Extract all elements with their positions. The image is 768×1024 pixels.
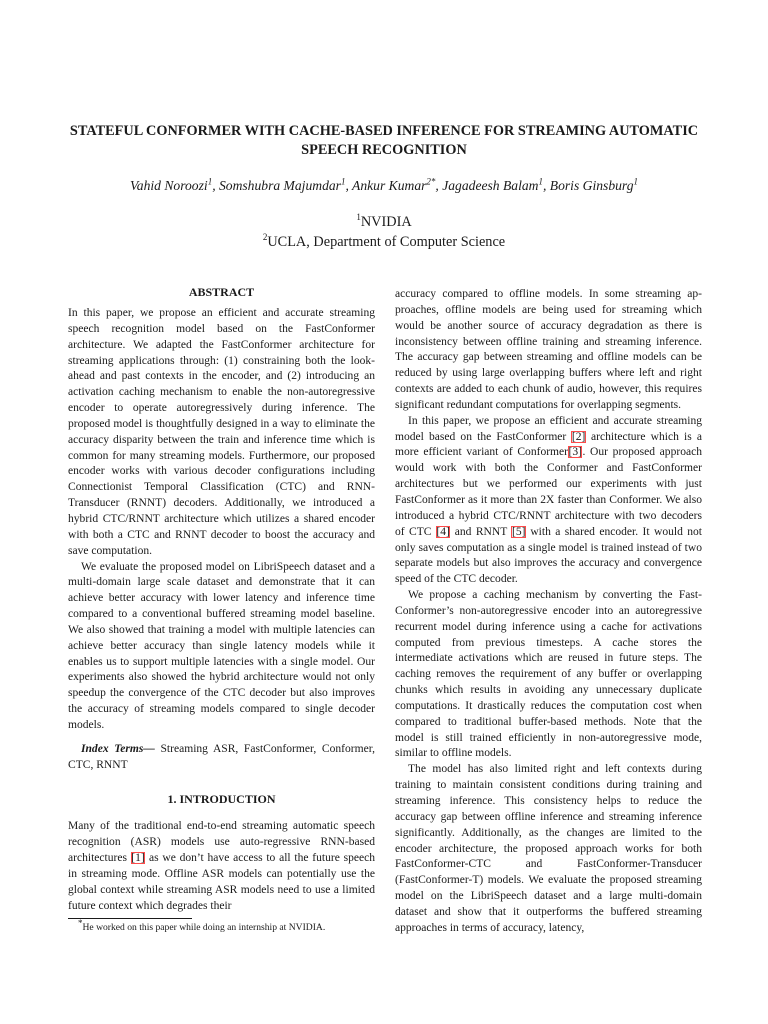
author: Boris Ginsburg$^1$	[549, 176, 638, 193]
intro-paragraph: We propose a caching mechanism by converting the FastConformer’s non-autoregressive encoder into an autoregressive recurrent model during inference using a cache for activations computed from previous timesteps. A cache stores the intermediate activations which are reused in future steps. The caching removes the requirement of any buffer or overlapping chunks which results in avoiding any unnecessary duplicate computations. It drastically reduces the computation cost when compared to traditional buffer-based methods. Note that the model is still trained efficiently in non-autoregressive mode, similar to offline models.	[395, 589, 702, 760]
citation-link[interactable]: [5]	[511, 525, 526, 538]
index-terms-label: Index Terms—	[81, 742, 155, 755]
author-list	[20, 177, 748, 195]
author: Somshubra Majumdar$^1$,	[218, 176, 353, 193]
citation-link[interactable]: [1]	[131, 852, 145, 865]
abstract-paragraph: In this paper, we propose an efficient and accurate streaming speech recognition model based on the FastConformer architecture. We adapted the FastConformer architecture for streaming applications through: (1) constraining both the look-ahead and past contexts in the encoder, and (2) introducing an activation caching mechanism to enable the non-autoregressive encoder to operate autoregressively during inference. The proposed model is thoughtfully designed in a way to eliminate the accuracy disparity between the train and inference time which is common for many streaming models. Furthermore, our proposed encoder works with various decoder configurations including Connectionist Temporal Classification (CTC) and RNN-Transducer (RNNT) decoders. Additionally, we introduced a hybrid CTC/RNNT architecture which utilizes a shared encoder with both a CTC and RNNT decoder to boost the accuracy and save computation.	[68, 307, 375, 557]
index-terms: Index Terms— Streaming ASR, FastConformer, Conformer, CTC, RNNT	[68, 742, 375, 771]
right-column	[395, 287, 702, 937]
intro-paragraph-continued: accuracy compared to offline models. In some streaming approaches, offline models are being used for streaming which would be another source of accuracy degradation as there is inconsistency between offline training and streaming inference. The accuracy gap between streaming and offline models can be reduced by using large overlapping buffers where left and right contexts are added to each chunk of audio, however, this requires significant redundant computations for overlapping segments.	[395, 288, 702, 411]
introduction-heading: 1. INTRODUCTION	[167, 792, 276, 807]
affiliations	[60, 212, 708, 252]
author: Ankur Kumar$^{2*}$,	[352, 176, 443, 193]
footnote-divider	[68, 918, 192, 919]
intro-paragraph: Many of the traditional end-to-end streaming automatic speech recognition (ASR) models use auto-regressive RNN-based architectures [1] as we don’t have access to all the future speech in streaming mode. Offline ASR models can potentially use the global context while streaming ASR models need to use a limited future context which degrades their	[68, 820, 375, 912]
footnote: *He worked on this paper while doing an internship at NVIDIA.	[78, 917, 326, 933]
abstract-paragraph: We evaluate the proposed model on LibriSpeech dataset and a multi-domain large scale dataset and demonstrate that it can achieve better accuracy with lower latency and inference time compared to a conventional buffered streaming model baseline. We also showed that training a model with multiple latencies can achieve better accuracy than single latency models while it enables us to support multiple latencies with a single model. Our experiments also showed the hybrid architecture would not only speedup the convergence of the CTC decoder but also improves the accuracy of streaming models compared to single decoder models.	[68, 560, 375, 731]
intro-paragraph: The model has also limited right and left contexts during training to maintain consistent conditions during training and streaming inference. This consistency helps to reduce the accuracy gap between offline inference and streaming inference significantly. Additionally, as the changes are limited to the encoder architecture, the proposed approach works for both FastConformer-CTC and FastConformer-Transducer (FastConformer-T) models. We evaluate the proposed streaming model on the LibriSpeech dataset and a large multi-domain dataset and show that it outperforms the buffered streaming approaches in terms of accuracy, latency,	[395, 763, 702, 934]
left-column	[68, 284, 375, 915]
citation-link[interactable]: [2]	[571, 430, 586, 443]
author: Vahid Noroozi$^1$,	[130, 176, 219, 193]
affiliation: $^1$NVIDIA	[356, 212, 412, 230]
citation-link[interactable]: [3]	[568, 446, 582, 459]
citation-link[interactable]: [4]	[436, 525, 450, 538]
affiliation: $^2$UCLA, Department of Computer Science	[262, 232, 506, 250]
abstract-heading: ABSTRACT	[188, 285, 255, 299]
author: Jagadeesh Balam$^1$,	[442, 176, 550, 193]
intro-paragraph: In this paper, we propose an efficient and accurate streaming model based on the FastConformer [2] architecture which is a more efficient variant of Conformer[3]. Our proposed approach would work with both the Conformer and FastConformer architectures but we performed our experiments with just FastConformer as it more than 2X faster than Conformer. We also introduced a hybrid CTC/RNNT architecture with two decoders of CTC [4] and RNNT [5] with a shared encoder. It would not only saves computation as a single model is trained instead of two separate models but also improves the accuracy and convergence speed of the CTC decoder.	[395, 414, 702, 586]
paper-title: STATEFUL CONFORMER WITH CACHE-BASED INFERENCE FOR STREAMING AUTOMATIC SPEECH RECOGNITION	[69, 123, 699, 158]
